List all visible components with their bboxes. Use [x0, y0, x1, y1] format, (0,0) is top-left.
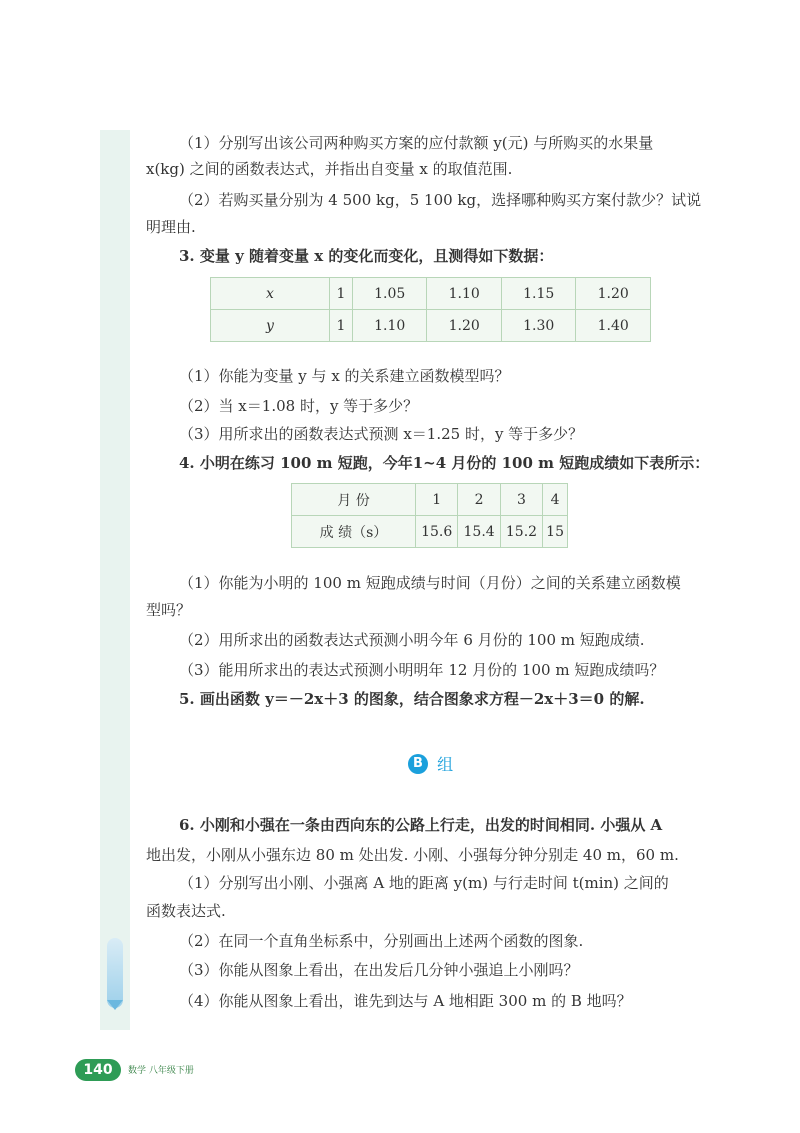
scroll-tab[interactable] — [107, 938, 123, 1008]
text-line: 型吗？ — [146, 601, 192, 619]
table-row — [211, 278, 651, 310]
text-line: （3）用所求出的函数表达式预测 x＝1.25 时，y 等于多少？ — [179, 425, 584, 443]
problem-5-heading: 5. 画出函数 y＝－2x＋3 的图象，结合图象求方程－2x＋3＝0 的解. — [179, 690, 645, 708]
table-row — [211, 310, 651, 342]
table-cell: 3 — [500, 484, 542, 516]
data-table-xy — [210, 277, 651, 342]
table-cell: 1.20 — [427, 310, 502, 342]
text-line: （1）分别写出该公司两种购买方案的应付款额 y(元) 与所购买的水果量 — [179, 134, 654, 152]
problem-3-heading: 3. 变量 y 随着变量 x 的变化而变化，且测得如下数据： — [179, 247, 554, 265]
table-cell: 1.40 — [576, 310, 651, 342]
footer-book-title: 数学 八年级下册 — [128, 1066, 194, 1076]
group-b-badge: B — [408, 754, 428, 774]
text-line: （2）用所求出的函数表达式预测小明今年 6 月份的 100 m 短跑成绩. — [179, 631, 645, 649]
table-row — [292, 484, 568, 516]
problem-6-heading: 6. 小刚和小强在一条由西向东的公路上行走，出发的时间相同. 小强从 A — [179, 816, 663, 834]
table-cell: 15.6 — [416, 516, 458, 548]
chevron-down-icon[interactable] — [107, 1000, 123, 1010]
table-cell: 1.15 — [501, 278, 576, 310]
side-band — [100, 130, 130, 1030]
text-line: 地出发，小刚从小强东边 80 m 处出发. 小刚、小强每分钟分别走 40 m，60 m. — [146, 846, 679, 864]
table-cell: 1.30 — [501, 310, 576, 342]
text-line: （1）你能为小明的 100 m 短跑成绩与时间（月份）之间的关系建立函数模 — [179, 574, 681, 592]
text-line: （3）能用所求出的表达式预测小明明年 12 月份的 100 m 短跑成绩吗？ — [179, 661, 665, 679]
text-line: x(kg) 之间的函数表达式，并指出自变量 x 的取值范围. — [146, 160, 513, 178]
table-cell: 1.20 — [576, 278, 651, 310]
table-cell: 4 — [543, 484, 568, 516]
table-cell: 1 — [416, 484, 458, 516]
table-cell: 1.10 — [352, 310, 427, 342]
table-cell: y — [211, 310, 330, 342]
text-line: （2）在同一个直角坐标系中，分别画出上述两个函数的图象. — [179, 932, 584, 950]
table-cell: 1 — [330, 310, 353, 342]
table-cell: 月 份 — [292, 484, 416, 516]
table-cell: x — [211, 278, 330, 310]
text-line: （2）若购买量分别为 4 500 kg，5 100 kg，选择哪种购买方案付款少？试说 — [179, 191, 702, 209]
table-cell: 15 — [543, 516, 568, 548]
data-table-scores — [291, 483, 568, 548]
text-line: （2）当 x＝1.08 时，y 等于多少？ — [179, 397, 419, 415]
table-cell: 1.10 — [427, 278, 502, 310]
text-line: （4）你能从图象上看出，谁先到达与 A 地相距 300 m 的 B 地吗？ — [179, 992, 632, 1010]
table-row — [292, 516, 568, 548]
table-cell: 成 绩（s） — [292, 516, 416, 548]
text-line: （3）你能从图象上看出，在出发后几分钟小强追上小刚吗？ — [179, 961, 579, 979]
page-number-badge: 140 — [75, 1059, 121, 1081]
group-b-label: 组 — [437, 755, 454, 774]
group-b-heading — [408, 752, 453, 774]
table-cell: 1 — [330, 278, 353, 310]
table-cell: 15.2 — [500, 516, 542, 548]
text-line: 函数表达式. — [146, 902, 226, 920]
problem-4-heading: 4. 小明在练习 100 m 短跑，今年1~4 月份的 100 m 短跑成绩如下表所示： — [179, 454, 710, 472]
table-cell: 15.4 — [458, 516, 500, 548]
table-cell: 1.05 — [352, 278, 427, 310]
text-line: （1）分别写出小刚、小强离 A 地的距离 y(m) 与行走时间 t(min) 之间的 — [179, 874, 669, 892]
table-cell: 2 — [458, 484, 500, 516]
text-line: 明理由. — [146, 218, 196, 236]
text-line: （1）你能为变量 y 与 x 的关系建立函数模型吗？ — [179, 367, 510, 385]
